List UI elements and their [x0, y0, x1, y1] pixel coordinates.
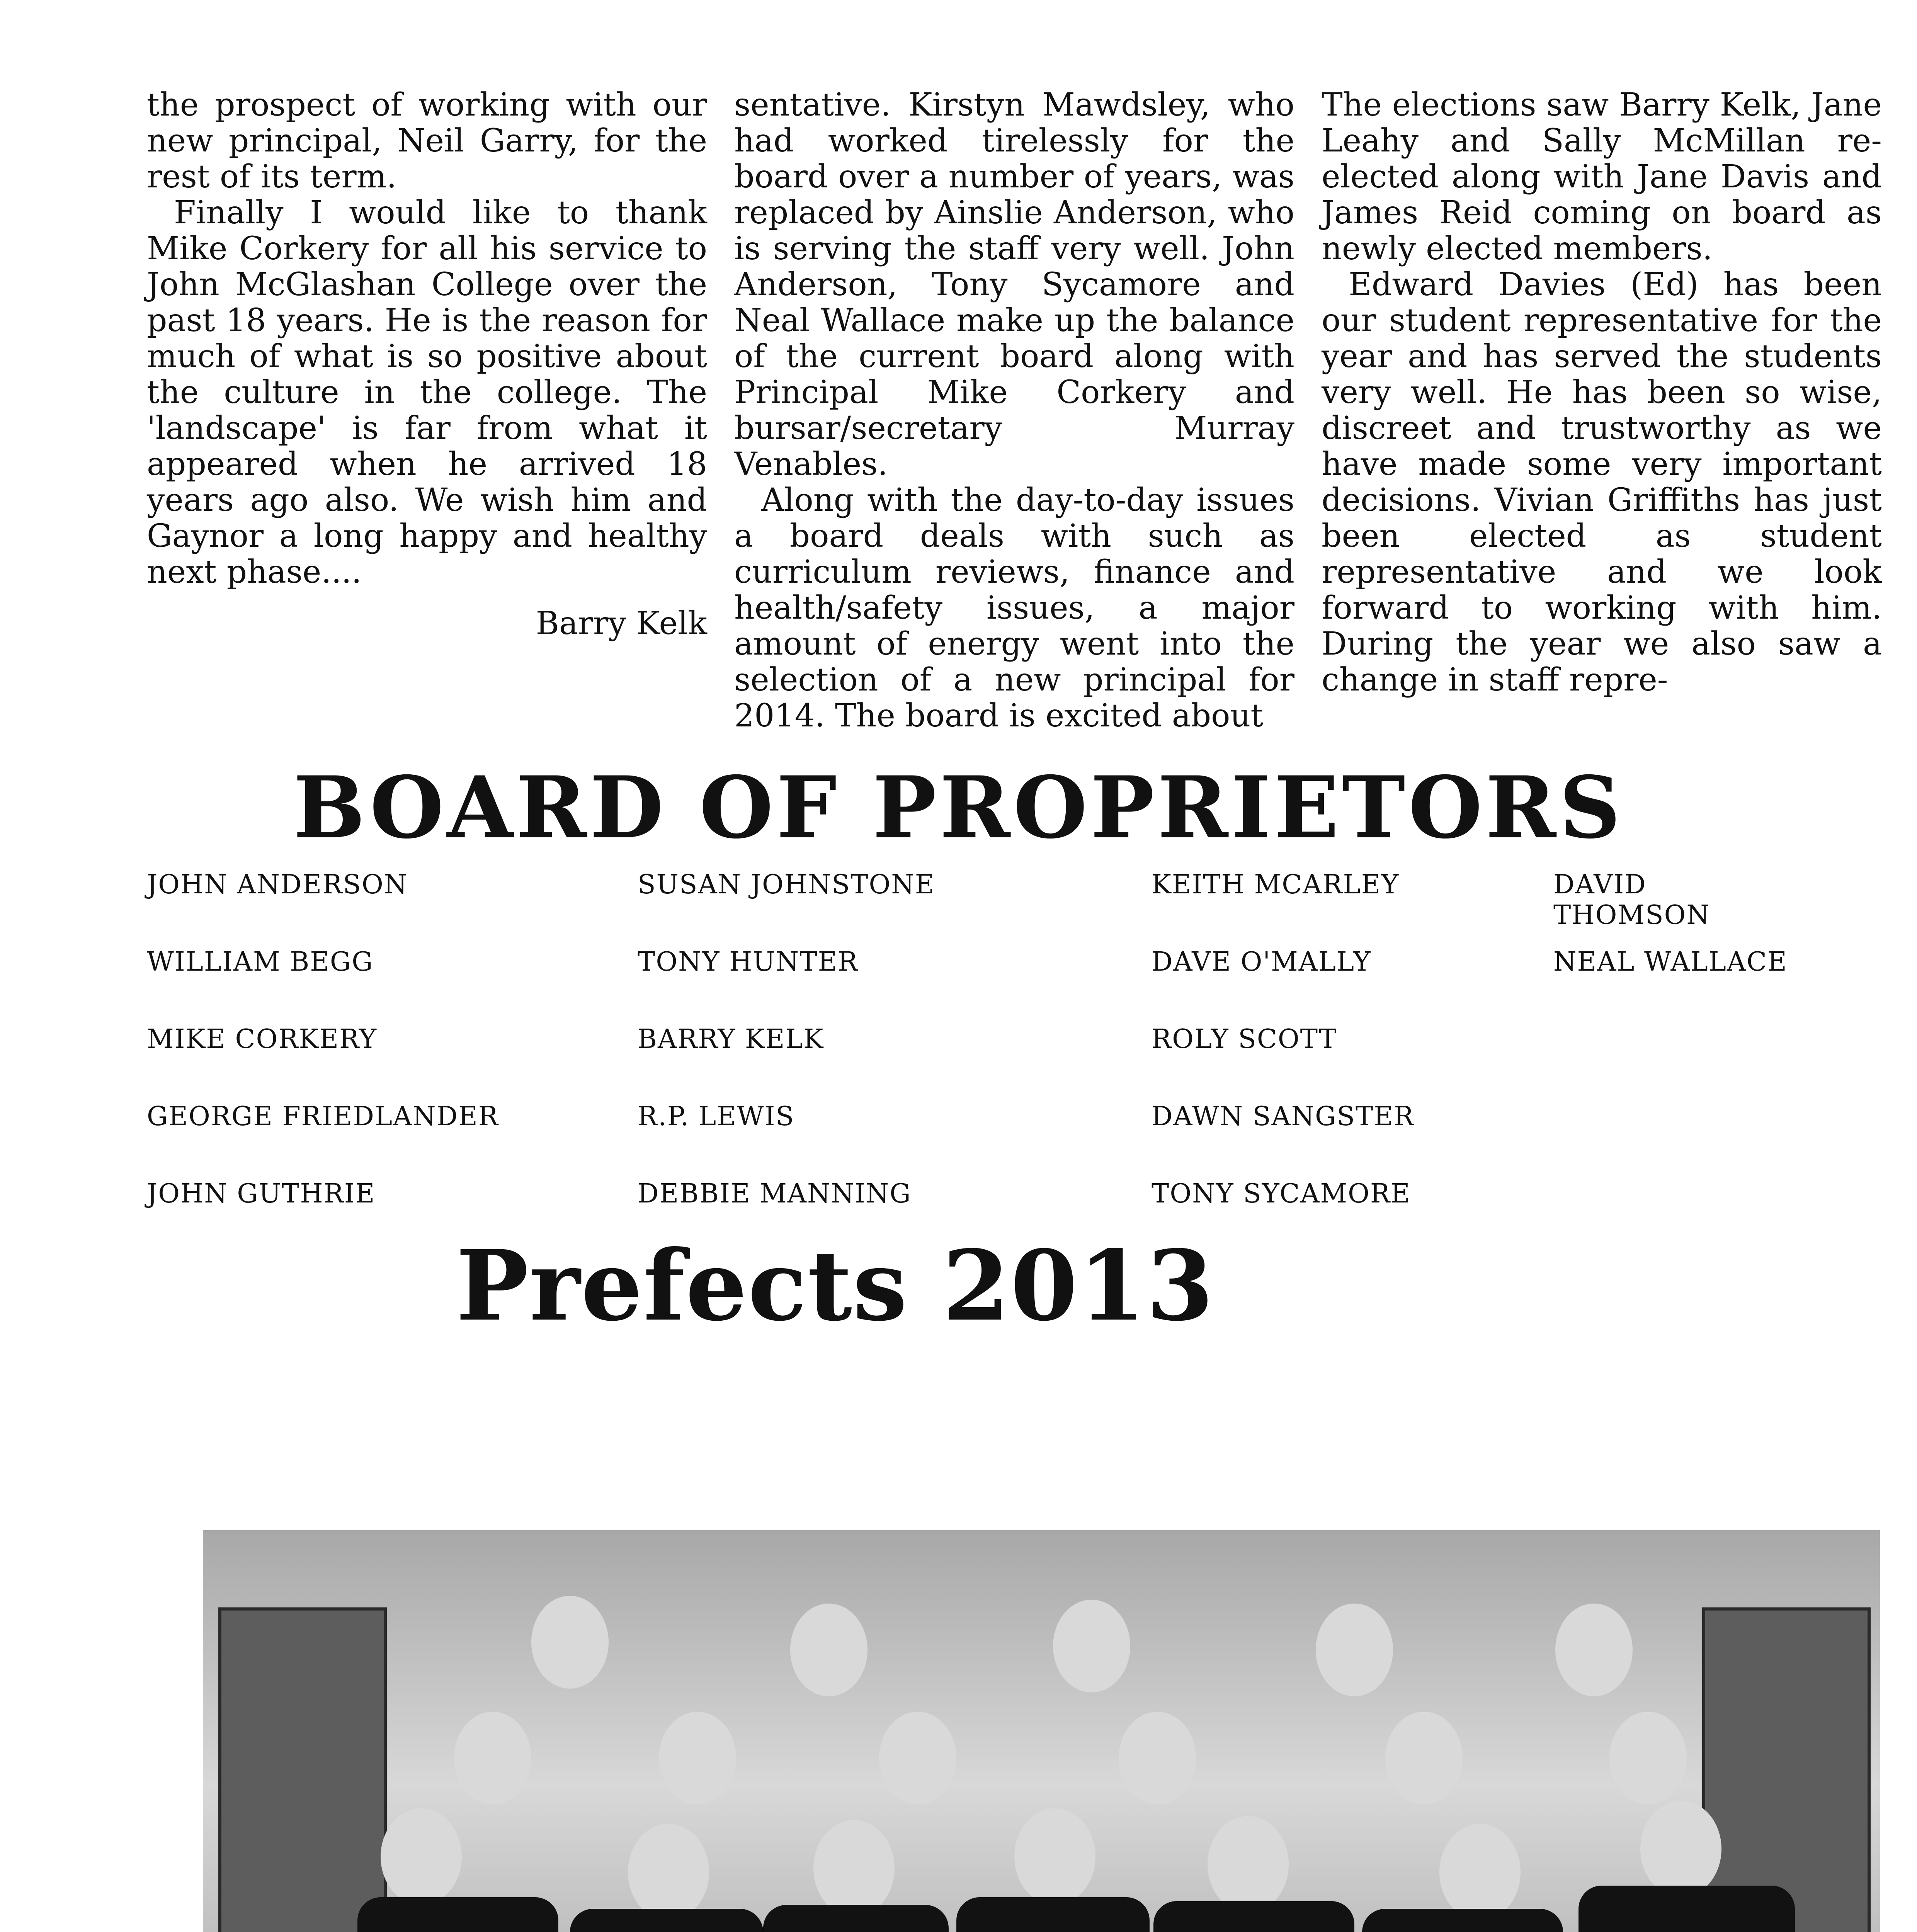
article-column-1 — [1322, 87, 1882, 698]
board-member: R.P. LEWIS — [638, 1101, 795, 1132]
board-member: JOHN ANDERSON — [147, 869, 408, 900]
photo-person-body — [570, 1909, 763, 1932]
board-member: NEAL WALLACE — [1553, 947, 1788, 977]
photo-person-head — [1640, 1801, 1721, 1897]
photo-panel — [1702, 1607, 1871, 1932]
prefects-year: 2013 — [942, 1229, 1214, 1342]
photo-person-body — [1153, 1901, 1354, 1932]
photo-person-head — [879, 1712, 956, 1804]
board-member: TONY SYCAMORE — [1152, 1179, 1411, 1209]
board-title: BOARD OF PROPRIETORS — [293, 757, 1624, 857]
photo-person-head — [1119, 1712, 1196, 1804]
photo-person-head — [790, 1604, 867, 1696]
photo-person-head — [659, 1712, 736, 1804]
board-member: ROLY SCOTT — [1152, 1024, 1337, 1054]
photo-person-head — [381, 1808, 462, 1905]
photo-person-head — [813, 1820, 895, 1917]
photo-person-head — [454, 1712, 531, 1804]
article-paragraph: Along with the day-to-day issues a board deals with such as curriculum reviews, finance and health/safety issues, a major amount of energy went into the selection of a new principal for 2014. The board is excited about — [734, 482, 1294, 734]
board-member: GEORGE FRIEDLANDER — [147, 1101, 499, 1132]
photo-person-body — [763, 1905, 949, 1932]
board-member: BARRY KELK — [638, 1024, 824, 1054]
board-member: DAWN SANGSTER — [1152, 1101, 1415, 1132]
photo-person-head — [1208, 1816, 1289, 1913]
photo-person-body — [1362, 1909, 1563, 1932]
board-member: JOHN GUTHRIE — [147, 1179, 376, 1209]
article-column-3 — [147, 87, 707, 641]
board-member: DAVID THOMSON — [1553, 869, 1710, 930]
photo-person-body — [357, 1897, 558, 1932]
board-member: SUSAN JOHNSTONE — [638, 869, 935, 900]
photo-person-head — [1316, 1604, 1393, 1696]
board-member: DAVE O'MALLY — [1152, 947, 1371, 977]
board-member: MIKE CORKERY — [147, 1024, 377, 1054]
photo-person-head — [1014, 1808, 1095, 1905]
photo-panel — [218, 1607, 387, 1932]
photo-person-body — [956, 1897, 1150, 1932]
article-column-2 — [734, 87, 1294, 734]
prefects-title — [456, 1229, 1214, 1342]
photo-person-head — [628, 1824, 709, 1920]
article-paragraph: the prospect of working with our new principal, Neil Garry, for the rest of its term. — [147, 87, 707, 195]
prefects-title-text: Prefects — [456, 1229, 908, 1342]
board-member: KEITH MCARLEY — [1152, 869, 1400, 900]
article-paragraph: Edward Davies (Ed) has been our student representative for the year and has served the students very well. He has been so wise, discreet and trustworthy as we have made some very important decisions. Vivian Griffiths has just been elected as student representative and we look forward to working with him. During the year we also saw a change in staff repre- — [1322, 266, 1882, 698]
board-member: TONY HUNTER — [638, 947, 859, 977]
photo-person-head — [1439, 1824, 1521, 1920]
photo-person-head — [1555, 1604, 1633, 1696]
photo-person-body — [1579, 1886, 1795, 1932]
board-member: DEBBIE MANNING — [638, 1179, 912, 1209]
group-photo — [203, 1530, 1880, 1932]
photo-person-head — [1053, 1600, 1130, 1692]
article-signature: Barry Kelk — [536, 605, 707, 642]
photo-person-head — [1385, 1712, 1463, 1804]
article-paragraph: Finally I would like to thank Mike Corkery for all his service to John McGlashan College over the past 18 years. He is the reason for much of what is so positive about the culture in the college. The 'landscape' is far from what it appeared when he arrived 18 years ago also. We wish him and Gaynor a long happy and healthy next phase.... — [147, 194, 707, 590]
article-paragraph: sentative. Kirstyn Mawdsley, who had worked tirelessly for the board over a number of years, was replaced by Ainslie Anderson, who is serving the staff very well. John Anderson, Tony Sycamore and Neal Wallace make up the balance of the current board along with Principal Mike Corkery and bursar/secretary Murray Venables. — [734, 87, 1294, 483]
photo-person-head — [1609, 1712, 1687, 1804]
photo-person-head — [531, 1596, 609, 1689]
article-paragraph: The elections saw Barry Kelk, Jane Leahy and Sally McMillan re-elected along with Jane Davis and James Reid coming on board as newly elected members. — [1322, 87, 1882, 267]
board-member: WILLIAM BEGG — [147, 947, 374, 977]
